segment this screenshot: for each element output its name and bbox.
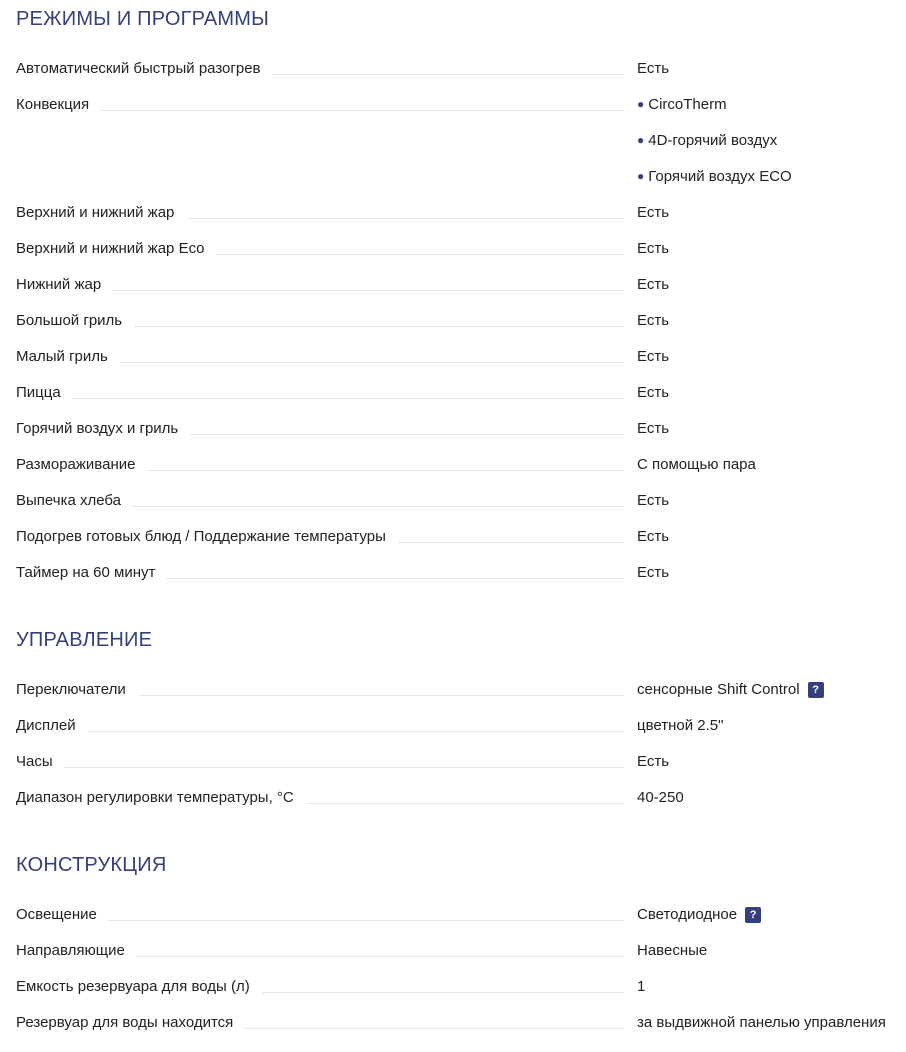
spec-label: Горячий воздух и гриль — [16, 419, 190, 439]
dotted-leader — [16, 731, 624, 732]
section-title-construction: КОНСТРУКЦИЯ — [16, 854, 167, 876]
spec-value: 1 — [637, 978, 646, 995]
spec-row-small-grill — [16, 347, 906, 383]
spec-row-switches — [16, 680, 906, 716]
spec-value: цветной 2.5" — [637, 717, 724, 734]
section-title-modes: РЕЖИМЫ И ПРОГРАММЫ — [16, 8, 270, 30]
section-title-controls: УПРАВЛЕНИЕ — [16, 629, 153, 651]
spec-label: Пицца — [16, 383, 73, 403]
spec-label: Конвекция — [16, 95, 101, 115]
spec-value — [637, 680, 824, 700]
spec-label: Диапазон регулировки температуры, °C — [16, 788, 306, 808]
spec-label: Верхний и нижний жар Eco — [16, 239, 216, 259]
spec-value-list-item — [637, 95, 727, 115]
spec-value-text: 4D-горячий воздух — [648, 132, 778, 149]
dotted-leader — [16, 767, 624, 768]
spec-value: Есть — [637, 420, 670, 437]
spec-row-lighting — [16, 905, 906, 941]
spec-value: Есть — [637, 753, 670, 770]
bullet-icon: ● — [637, 97, 645, 111]
spec-value: Есть — [637, 492, 670, 509]
spec-row-top-bottom-heat — [16, 203, 906, 239]
spec-value-list-item — [637, 131, 777, 151]
spec-label: Малый гриль — [16, 347, 120, 367]
spec-row-timer — [16, 563, 906, 599]
spec-value: С помощью пара — [637, 456, 756, 473]
dotted-leader — [16, 398, 624, 399]
spec-row-temperature-range — [16, 788, 906, 824]
spec-label: Размораживание — [16, 455, 147, 475]
help-icon[interactable]: ? — [745, 907, 761, 923]
spec-row-water-tank-location — [16, 1013, 906, 1049]
spec-label: Таймер на 60 минут — [16, 563, 167, 583]
spec-label: Емкость резервуара для воды (л) — [16, 977, 262, 997]
help-icon[interactable]: ? — [808, 682, 824, 698]
spec-row-defrost — [16, 455, 906, 491]
spec-value: Есть — [637, 276, 670, 293]
spec-value: Есть — [637, 528, 670, 545]
spec-label: Направляющие — [16, 941, 137, 961]
spec-row-convection — [16, 95, 906, 203]
spec-row-bread-baking — [16, 491, 906, 527]
spec-row-rails — [16, 941, 906, 977]
spec-label: Верхний и нижний жар — [16, 203, 186, 223]
spec-row-display — [16, 716, 906, 752]
spec-row-auto-preheat — [16, 59, 906, 95]
spec-label: Большой гриль — [16, 311, 134, 331]
spec-value: 40-250 — [637, 789, 684, 806]
spec-label: Резервуар для воды находится — [16, 1013, 245, 1033]
spec-label: Подогрев готовых блюд / Поддержание температуры — [16, 527, 398, 547]
spec-value: Есть — [637, 384, 670, 401]
spec-value: Есть — [637, 240, 670, 257]
spec-value: Есть — [637, 204, 670, 221]
spec-label: Дисплей — [16, 716, 88, 736]
spec-row-top-bottom-heat-eco — [16, 239, 906, 275]
spec-value: Есть — [637, 312, 670, 329]
spec-label: Часы — [16, 752, 65, 772]
spec-row-keep-warm — [16, 527, 906, 563]
spec-label: Автоматический быстрый разогрев — [16, 59, 273, 79]
spec-value-text: CircoTherm — [648, 96, 727, 113]
spec-label: Освещение — [16, 905, 109, 925]
spec-value: Есть — [637, 564, 670, 581]
spec-row-large-grill — [16, 311, 906, 347]
spec-label: Переключатели — [16, 680, 138, 700]
spec-value — [637, 905, 761, 925]
spec-row-water-tank-capacity — [16, 977, 906, 1013]
spec-label: Нижний жар — [16, 275, 113, 295]
spec-value: Есть — [637, 348, 670, 365]
spec-value-list-item — [637, 167, 792, 187]
bullet-icon: ● — [637, 169, 645, 183]
spec-value: Навесные — [637, 942, 708, 959]
spec-label: Выпечка хлеба — [16, 491, 133, 511]
spec-value-text: Светодиодное — [637, 906, 738, 923]
spec-value-text: Горячий воздух ECO — [648, 168, 792, 185]
bullet-icon: ● — [637, 133, 645, 147]
spec-row-bottom-heat — [16, 275, 906, 311]
dotted-leader — [16, 110, 624, 111]
spec-value: Есть — [637, 60, 670, 77]
spec-row-clock — [16, 752, 906, 788]
spec-row-hot-air-grill — [16, 419, 906, 455]
spec-value-text: сенсорные Shift Control — [637, 681, 800, 698]
spec-row-pizza — [16, 383, 906, 419]
spec-value: за выдвижной панелью управления — [637, 1014, 886, 1031]
